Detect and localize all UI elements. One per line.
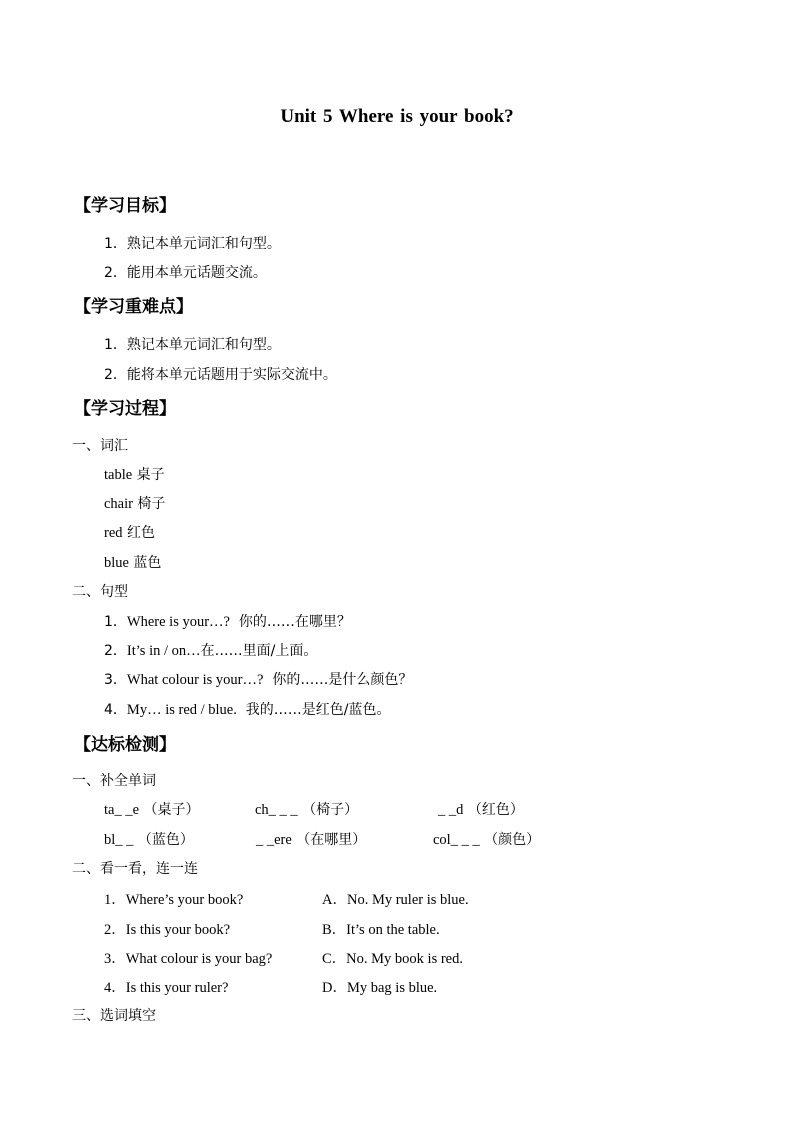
sentence-zh: 我的……是红色/蓝色。 xyxy=(236,702,391,718)
sentence-item xyxy=(104,640,317,660)
fill-word-meaning: （蓝色） xyxy=(133,832,194,848)
vocab-item xyxy=(104,493,165,513)
sentence-number: 1． xyxy=(104,614,127,630)
sentence-en: My… is red / blue. xyxy=(126,702,237,718)
fill-word-text: bl_ _ xyxy=(104,832,134,848)
matching-answer: C．No. My book is red. xyxy=(322,951,463,967)
vocab-item xyxy=(104,552,161,572)
fill-word-text: ta_ _e xyxy=(104,802,140,818)
matching-question: 4．Is this your ruler? xyxy=(104,980,229,996)
vocab-item xyxy=(104,522,155,542)
fill-word-meaning: （在哪里） xyxy=(291,832,367,848)
matching-answer: B．It’s on the table. xyxy=(322,922,440,938)
fill-word-meaning: （颜色） xyxy=(479,832,541,848)
sentence-number: 3． xyxy=(104,672,127,688)
fill-word-text: _ _ere xyxy=(256,832,292,848)
sentence-zh: 你的……在哪里？ xyxy=(230,614,351,630)
objective-item: 1．熟记本单元词汇和句型。 xyxy=(104,236,281,252)
fill-word-blank xyxy=(433,829,540,849)
vocab-label: 一、词汇 xyxy=(72,438,128,454)
fill-word-blank xyxy=(438,799,524,819)
vocab-word: chair xyxy=(104,496,133,512)
vocab-item xyxy=(104,464,165,484)
test-heading: 【达标检测】 xyxy=(74,735,176,755)
matching-label: 二、看一看，连一连 xyxy=(72,861,198,877)
key-point-item: 2．能将本单元话题用于实际交流中。 xyxy=(104,367,337,383)
matching-question: 1．Where’s your book? xyxy=(104,892,244,908)
process-heading: 【学习过程】 xyxy=(74,399,176,419)
objectives-heading: 【学习目标】 xyxy=(74,196,176,216)
fill-word-text: _ _d xyxy=(438,802,464,818)
vocab-meaning: 红色 xyxy=(122,525,155,541)
vocab-meaning: 桌子 xyxy=(132,467,165,483)
fill-word-meaning: （红色） xyxy=(463,802,524,818)
sentence-number: 2． xyxy=(104,643,127,659)
sentence-en: What colour is your…? xyxy=(126,672,264,688)
sentence-item xyxy=(104,699,391,719)
sentence-en: It’s in / on… xyxy=(126,643,201,659)
matching-answer: D．My bag is blue. xyxy=(322,980,438,996)
sentence-number: 4． xyxy=(104,702,127,718)
sentence-zh: 你的……是什么颜色？ xyxy=(263,672,413,688)
fill-word-text: col_ _ _ xyxy=(433,832,480,848)
sentence-item xyxy=(104,669,412,689)
choose-label: 三、选词填空 xyxy=(72,1008,156,1024)
vocab-word: blue xyxy=(104,555,129,571)
vocab-word: table xyxy=(104,467,133,483)
fill-word-meaning: （椅子） xyxy=(297,802,359,818)
fill-word-blank xyxy=(104,799,199,819)
sentence-item xyxy=(104,611,351,631)
page-title: Unit 5 Where is your book? xyxy=(280,106,514,127)
sentence-zh: 在……里面/上面。 xyxy=(200,643,318,659)
vocab-meaning: 蓝色 xyxy=(128,555,162,571)
sentence-en: Where is your…? xyxy=(126,614,230,630)
fill-words-label: 一、补全单词 xyxy=(72,773,156,789)
sentences-label: 二、句型 xyxy=(72,584,128,600)
vocab-word: red xyxy=(104,525,123,541)
fill-word-blank xyxy=(256,829,366,849)
fill-word-text: ch_ _ _ xyxy=(255,802,298,818)
vocab-meaning: 椅子 xyxy=(132,496,166,512)
fill-word-blank xyxy=(255,799,358,819)
matching-question: 2．Is this your book? xyxy=(104,922,231,938)
fill-word-blank xyxy=(104,829,194,849)
objective-item: 2．能用本单元话题交流。 xyxy=(104,265,267,281)
key-points-heading: 【学习重难点】 xyxy=(74,297,193,317)
matching-answer: A．No. My ruler is blue. xyxy=(322,892,469,908)
key-point-item: 1．熟记本单元词汇和句型。 xyxy=(104,337,281,353)
fill-word-meaning: （桌子） xyxy=(139,802,200,818)
matching-question: 3．What colour is your bag? xyxy=(104,951,273,967)
